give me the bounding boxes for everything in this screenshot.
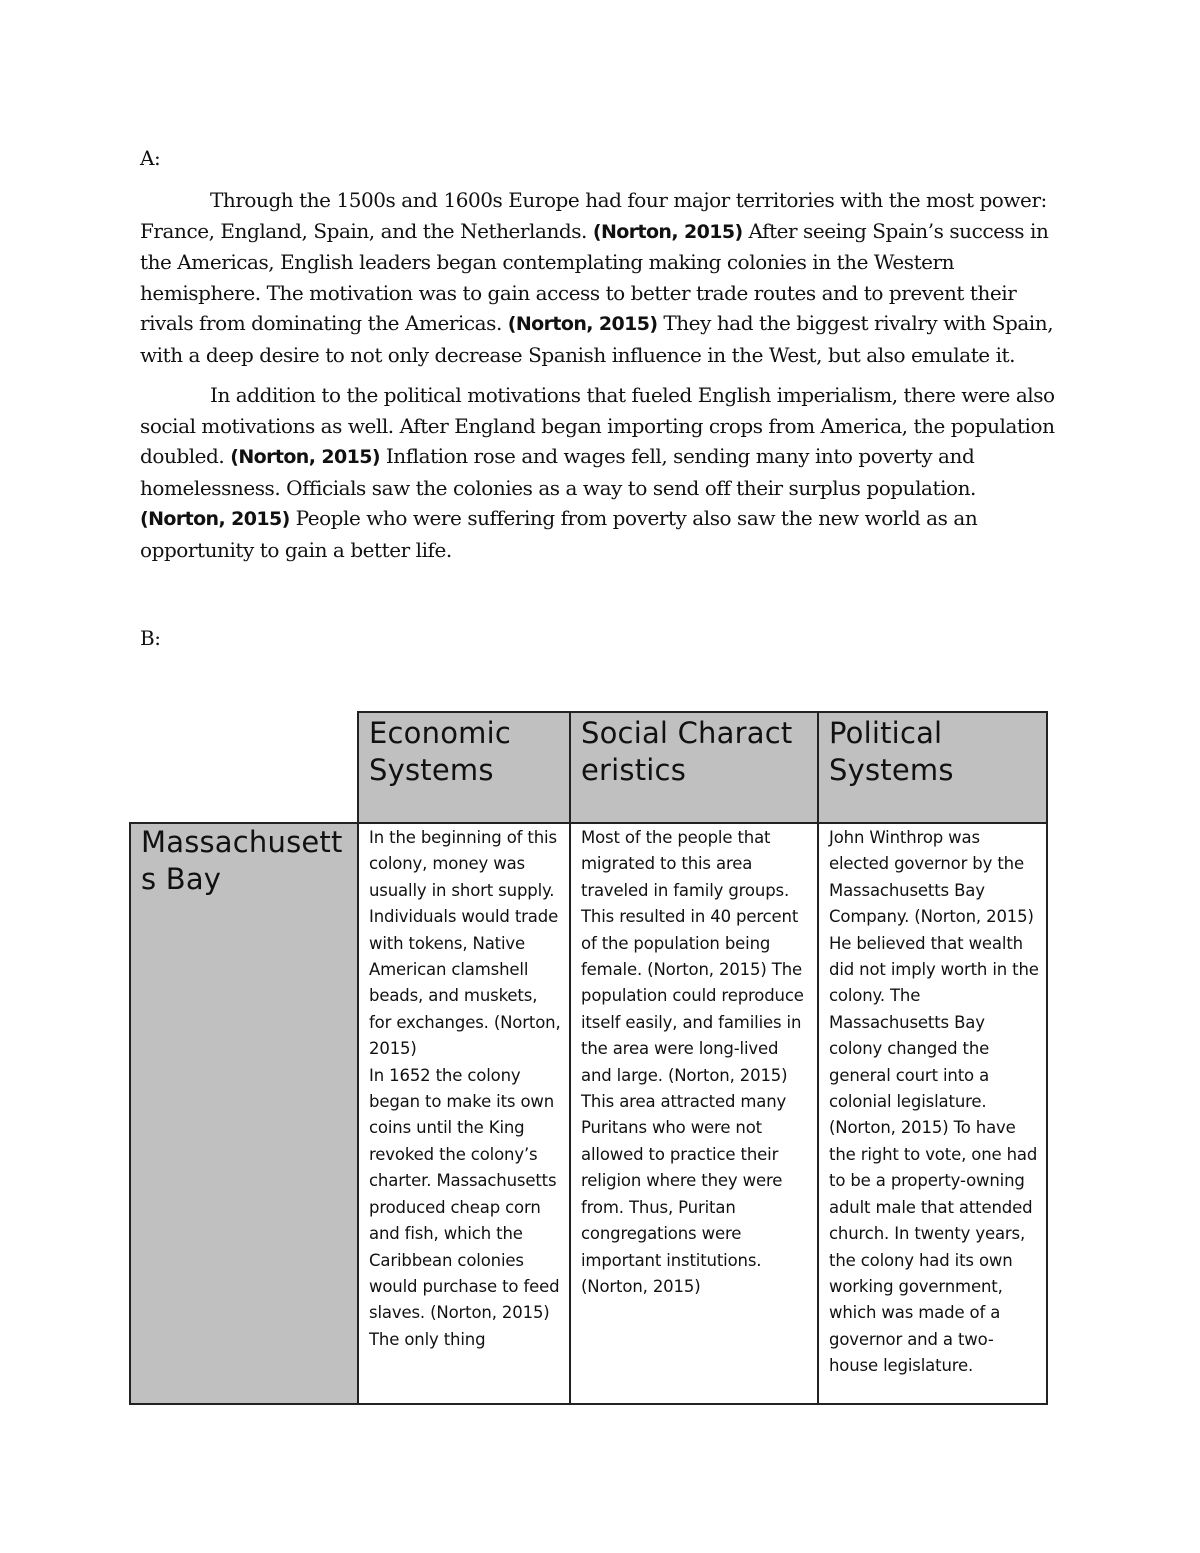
citation: (Norton, 2015) [507,313,658,335]
paragraph-text: In addition to the political motivations that fueled English imperialism, there were also social motivations as well. After England began importing crops from America, the population doubled. [140,383,1055,468]
citation: (Norton, 2015) [230,446,380,468]
paragraph-text: Through the 1500s and 1600s Europe had four major territories with the most power: France, England, Spain, and the Netherlands. [140,188,1047,243]
header-label: Economic Systems [369,716,511,787]
row-header-massachusetts-bay [129,822,359,1405]
paragraph-text: They had the biggest rivalry with Spain, with a deep desire to not only decrease Spanish influence in the West, but also emulate it. [140,311,1054,367]
paragraph-text: After seeing Spain’s success in the Americas, English leaders began contemplating making colonies in the Western hemisphere. The motivation was to gain access to better trade routes and to prevent their rivals from dominating the Americas. [140,218,1049,335]
row-label: Massachusetts Bay [141,825,343,896]
cell-economic [357,822,571,1405]
cell-political [817,822,1048,1405]
cell-social [569,822,819,1405]
header-label: Social Characteristics [581,716,793,787]
cell-text: John Winthrop was elected governor by the Massachusetts Bay Company. (Norton, 2015) He believed that wealth did not imply worth in the colony. The Massachusetts Bay colony changed the general court into a colonial legislature. (Norton, 2015) To have the right to vote, one had to be a property-owning adult male that attended church. In twenty years, the colony had its own working government, which was made of a governor and a two-house legislature. [829,828,1039,1376]
header-label: Political Systems [829,716,954,787]
paragraph-text: Inflation rose and wages fell, sending many into poverty and homelessness. Officials saw the colonies as a way to send off their surplus population. [140,444,976,500]
citation: (Norton, 2015) [140,508,290,530]
cell-text: In the beginning of this colony, money was usually in short supply. Individuals would trade with tokens, Native American clamshell beads, and muskets, for exchanges. (Norton, 2015) In 1652 the colony began to make its own coins until the King revoked the colony’s charter. Massachusetts produced cheap corn and fish, which the Caribbean colonies would purchase to feed slaves. (Norton, 2015) The only thing [369,828,561,1349]
cell-text: Most of the people that migrated to this area traveled in family groups. This resulted in 40 percent of the population being female. (Norton, 2015) The population could reproduce itself easily, and families in the area were long-lived and large. (Norton, 2015) This area attracted many Puritans who were not allowed to practice their religion where they were from. Thus, Puritan congregations were important institutions. (Norton, 2015) [581,828,804,1296]
section-b-label: B: [140,626,161,650]
header-political-systems [817,711,1048,824]
header-social-characteristics [569,711,819,824]
header-economic-systems [357,711,571,824]
citation: (Norton, 2015) [592,220,743,243]
paragraph-text: People who were suffering from poverty also saw the new world as an opportunity to gain a better life. [140,506,978,562]
section-a-label: A: [140,146,161,170]
